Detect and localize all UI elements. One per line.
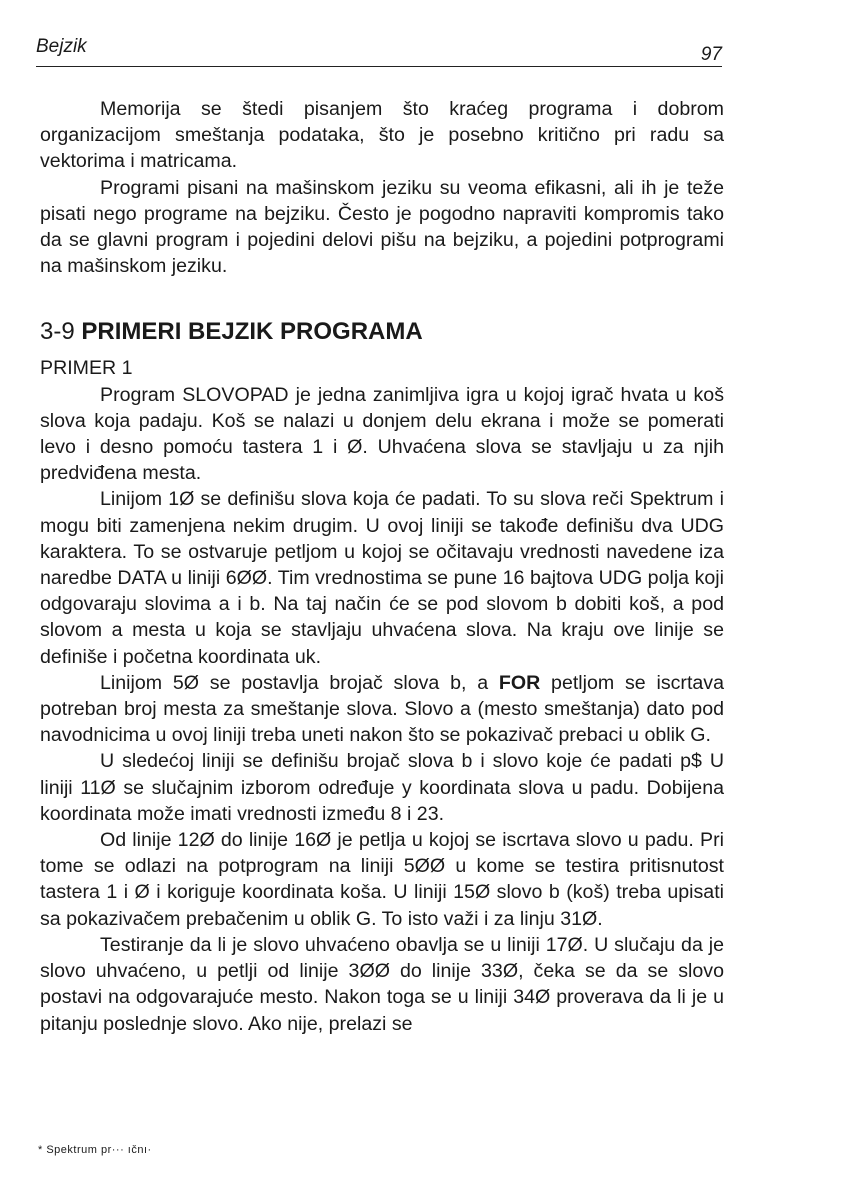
page-header — [36, 36, 722, 67]
paragraph-line-110: U sledećoj liniji se definišu brojač slova b i slovo koje će padati p$ U liniji 11Ø se slučajnim izborom određuje y koordinata slova u padu. Dobijena koordinata može imati vrednosti između 8 i 23. — [40, 750, 724, 825]
page-body — [40, 96, 724, 1037]
paragraph-memory: Memorija se štedi pisanjem što kraćeg programa i dobrom organizacijom smeštanja podataka, što je posebno kritično pri radu sa vektorima i matricama. — [40, 98, 724, 173]
paragraph-line-50 — [40, 670, 724, 749]
paragraph-machine-code: Programi pisani na mašinskom jeziku su veoma efikasni, ali ih je teže pisati nego programe na bejziku. Često je pogodno napraviti kompromis tako da se glavni program i pojedini delovi pišu na bejziku, a pojedini potprogrami na mašinskom jeziku. — [40, 176, 724, 278]
example-label: PRIMER 1 — [40, 357, 133, 380]
paragraph-line-120: Od linije 12Ø do linije 16Ø je petlja u kojoj se iscrtava slovo u padu. Pri tome se odlazi na potprogram na liniji 5ØØ u kome se testira pritisnutost tastera 1 i Ø i koriguje koordinata koša. U liniji 15Ø slovo b (koš) treba upisati sa pokazivačem prebačenim u oblik G. To isto važi i za linju 31Ø. — [40, 829, 724, 930]
line-50-text-end: petljom se iscrtava potreban broj mesta za smeštanje slova. Slovo a (mesto smeštanja) dato pod navodnicima u ovoj liniji treba uneti nakon što se pokazivač prebaci u oblik G. — [40, 671, 724, 747]
footnote: * Spektrum pr··· ıčnı· — [38, 1144, 152, 1156]
section-heading — [40, 317, 724, 347]
for-keyword: FOR — [498, 671, 541, 694]
page-number: 97 — [700, 44, 722, 65]
section-number: 3-9 — [40, 318, 75, 346]
section-title: PRIMERI BEJZIK PROGRAMA — [81, 318, 423, 346]
paragraph-line-10: Linijom 1Ø se definišu slova koja će padati. To su slova reči Spektrum i mogu biti zamenjena nekim drugim. U ovoj liniji se takođe definišu dva UDG karaktera. To se ostvaruje petljom u kojoj se očitavaju vrednosti navedene iza naredbe DATA u liniji 6ØØ. Tim vrednostima se pune 16 bajtova UDG polja koji odgovaraju slovima a i b. Na taj način će se pod slovom b dobiti koš, a pod slovom a mesta u koja se stavljaju uhvaćena slova. Na kraju ove linije se definiše i početna koordinata uk. — [40, 488, 724, 668]
line-50-text-start: Linijom 5Ø se postavlja brojač slova b, a — [100, 671, 499, 694]
paragraph-slovopad-intro: Program SLOVOPAD je jedna zanimljiva igra u kojoj igrač hvata u koš slova koja padaju. Koš se nalazi u donjem delu ekrana i može se pomerati levo i desno pomoću tastera 1 i Ø. Uhvaćena slova se stavljaju u za njih predviđena mesta. — [40, 383, 724, 485]
running-title: Bejzik — [36, 36, 87, 57]
paragraph-line-170: Testiranje da li je slovo uhvaćeno obavlja se u liniji 17Ø. U slučaju da je slovo uhvaćeno, u petlji od linije 3ØØ do linije 33Ø, čeka se da se slovo postavi na odgovarajuće mesto. Nakon toga se u liniji 34Ø proverava da li je u pitanju poslednje slovo. Ako nije, prelazi se — [40, 933, 724, 1035]
